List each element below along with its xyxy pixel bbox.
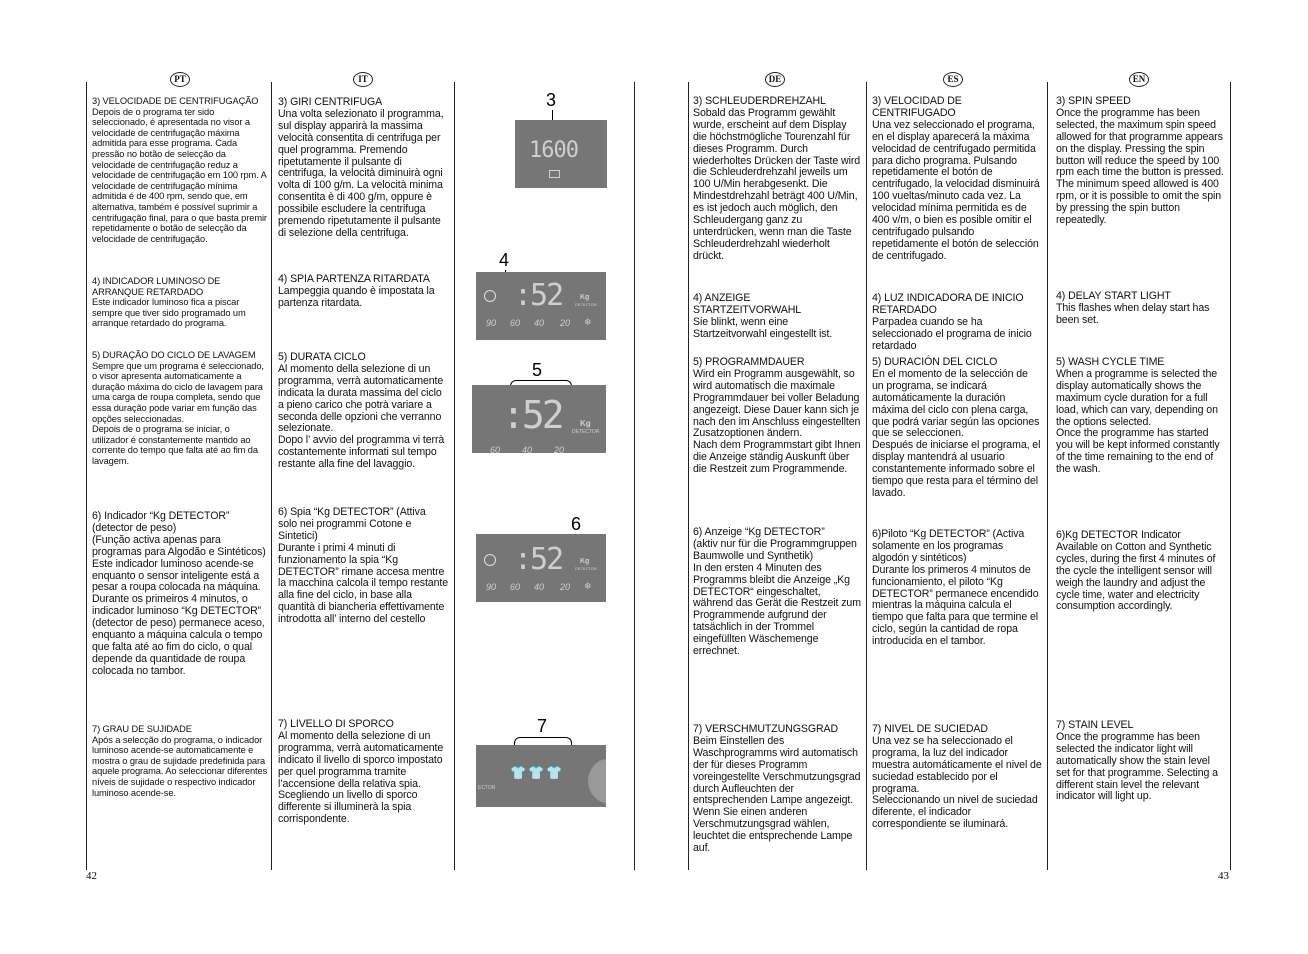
de-heading-3: 3) SCHLEUDERDREHZAHL xyxy=(693,95,826,107)
it-heading-3: 3) GIRI CENTRIFUGA xyxy=(278,96,383,108)
it-section-6 xyxy=(278,507,448,626)
de-heading-6: 6) Anzeige “Kg DETECTOR” xyxy=(693,526,825,538)
de-body-4: Sie blinkt, wenn eine Startzeitvorwahl eingestellt ist. xyxy=(693,315,833,340)
it-heading-4: 4) SPIA PARTENZA RITARDATA xyxy=(278,273,430,285)
rule-de-margin xyxy=(688,82,689,870)
en-heading-6: 6)Kg DETECTOR Indicator xyxy=(1056,529,1181,541)
figure-5-digits: :52 xyxy=(502,393,562,437)
pt-heading-3: 3) VELOCIDADE DE CENTRIFUGAÇÃO xyxy=(92,96,259,106)
snowflake-icon: ❄ xyxy=(584,317,592,327)
rule-left-margin xyxy=(86,82,87,870)
pt-section-7 xyxy=(92,724,268,798)
pt-section-3 xyxy=(92,96,268,244)
it-section-5 xyxy=(278,352,448,471)
de-section-7 xyxy=(693,724,861,855)
de-section-6 xyxy=(693,527,861,658)
figure-6-temp-3: 20 xyxy=(560,582,571,592)
lock-icon xyxy=(549,170,560,178)
en-section-4 xyxy=(1056,291,1224,327)
en-section-3 xyxy=(1056,96,1224,227)
rule-es-en xyxy=(1047,82,1048,870)
figure-6-temp-1: 60 xyxy=(510,582,521,592)
figure-6-digits: :52 xyxy=(514,542,563,577)
de-body-5: Wird ein Programm ausgewählt, so wird automatisch die maximale Programmdauer bei voller Beladung angezeigt. Diese Dauer kann sich je nach den im Anschluss eingestellten Zusatzoptionen ändern. Nach dem Programmstart gibt Ihnen die Anzeige ständig Auskunft über die Restzeit zum Programmende. xyxy=(693,367,861,476)
figure-4-temp-1: 60 xyxy=(510,318,521,328)
en-body-3: Once the programme has been selected, the maximum spin speed allowed for that programme appears on the display. Pressing the spin button will reduce the speed by 100 rpm each time the button is pressed. The minimum speed allowed is 400 rpm, or it is possible to omit the spin by pressing the spin button repeatedly. xyxy=(1056,106,1224,227)
en-body-4: This flashes when delay start has been set. xyxy=(1056,301,1210,326)
figure-5-display xyxy=(472,385,606,453)
pt-body-6: (detector de peso) (Função activa apenas para programas para Algodão e Sintéticos) Este indicador luminoso acende-se enquanto o sensor inteligente está a pesar a roupa colocada na máquina. Durante os primeiros 4 minutos, o indicador luminoso “Kg DETECTOR” (detector de peso) permanece aceso, enquanto a máquina calcula o tempo que falta até ao fim do ciclo, o qual depende da quantidade de roupa colocada no tambor. xyxy=(92,521,266,677)
lang-marker-de: DE xyxy=(765,72,785,87)
figure-5-temp-0: 60 xyxy=(490,445,501,455)
knob xyxy=(588,759,606,803)
de-heading-5: 5) PROGRAMMDAUER xyxy=(693,356,805,368)
it-section-3 xyxy=(278,97,448,240)
es-section-6 xyxy=(872,529,1042,648)
es-body-6: solamente en los programas algodón y sintéticos) Durante los primeros 4 minutos de funcionamiento, el piloto “Kg DETECTOR” permanece encendido mientras la máquina calcula el tiempo que falta para que termine el ciclo, según la cantidad de ropa introducida en el tambor. xyxy=(872,539,1039,648)
en-body-6: Available on Cotton and Synthetic cycles, during the first 4 minutes of the cycle the intelligent sensor will weigh the laundry and adjust the cycle time, water and electricity consumption accordingly. xyxy=(1056,540,1216,613)
figure-5-kg: Kg xyxy=(580,419,591,428)
figure-5-temp-1: 40 xyxy=(522,445,533,455)
de-section-4 xyxy=(693,293,861,341)
lang-marker-it: IT xyxy=(353,72,373,87)
es-heading-3: 3) VELOCIDAD DE CENTRIFUGADO xyxy=(872,95,962,119)
figure-6-temp-0: 90 xyxy=(486,582,497,592)
pt-section-4 xyxy=(92,276,268,329)
en-body-5: When a programme is selected the display automatically shows the maximum cycle duration for a full load, which can vary, depending on the options selected. Once the programme has started you will be kept informed constantly of the time remaining to the end of the wash. xyxy=(1056,367,1220,476)
pt-body-7: Após a selecção do programa, o indicador luminoso acende-se automaticamente e mostra o grau de sujidade predefinida para aquele programa. Ao seleccionar diferentes níveis de sujidade o respectivo indicador luminoso acende-se. xyxy=(92,734,268,798)
de-section-3 xyxy=(693,96,861,263)
de-body-6: (aktiv nur für die Programmgruppen Baumwolle und Synthetik) In den ersten 4 Minuten des Programms bleibt die Anzeige „Kg DETECTOR“ eingeschaltet, während das Gerät die Restzeit zum Programmende aufgrund der tatsächlich in der Trommel eingefüllten Wäschemenge errechnet. xyxy=(693,537,861,658)
es-section-7 xyxy=(872,724,1042,831)
rule-de-es xyxy=(866,82,867,870)
figure-6-kg: Kg xyxy=(580,558,590,565)
en-section-5 xyxy=(1056,357,1224,476)
de-section-5 xyxy=(693,357,861,476)
figure-4-display xyxy=(476,272,606,340)
es-heading-7: 7) NIVEL DE SUCIEDAD xyxy=(872,723,988,735)
rule-right-margin xyxy=(1230,82,1231,870)
rule-fig-de xyxy=(634,82,635,870)
es-section-5 xyxy=(872,357,1042,500)
en-heading-3: 3) SPIN SPEED xyxy=(1056,95,1131,107)
pt-heading-7: 7) GRAU DE SUJIDADE xyxy=(92,724,192,734)
snowflake-icon: ❄ xyxy=(584,581,592,591)
shirt-icon: 👕 xyxy=(510,765,527,780)
en-heading-7: 7) STAIN LEVEL xyxy=(1056,719,1134,731)
es-body-7: Una vez se ha seleccionado el programa, la luz del indicador muestra automáticamente el nivel de suciedad establecido por el programa. Seleccionando un nivel de suciedad diferente, el indicador correspondiente se iluminará. xyxy=(872,734,1042,831)
en-heading-5: 5) WASH CYCLE TIME xyxy=(1056,356,1165,368)
page-number-right: 43 xyxy=(1218,870,1229,882)
figure-4-digits: :52 xyxy=(514,278,563,313)
figure-3-display xyxy=(515,120,607,188)
pt-heading-5: 5) DURAÇÃO DO CICLO DE LAVAGEM xyxy=(92,350,256,360)
es-heading-4: 4) LUZ INDICADORA DE INICIO RETARDADO xyxy=(872,292,1024,316)
rule-pt-it xyxy=(271,82,272,870)
figure-6-display xyxy=(476,534,606,602)
it-section-4 xyxy=(278,274,448,310)
pt-heading-6: 6) Indicador “Kg DETECTOR” xyxy=(92,510,230,522)
it-body-6: solo nei programmi Cotone e Sintetici) Durante i primi 4 minuti di funzionamento la spia “Kg DETECTOR” rimane accesa mentre la macchina calcola il tempo restante alla fine del ciclo, in base alla quantità di biancheria effettivamente introdotta all’ interno del cestello xyxy=(278,517,449,626)
figure-6-detector: DETECTOR xyxy=(575,566,597,571)
it-heading-6: 6) Spia “Kg DETECTOR” (Attiva xyxy=(278,506,426,518)
de-heading-7: 7) VERSCHMUTZUNGSGRAD xyxy=(693,723,839,735)
pt-section-6 xyxy=(92,511,268,678)
lang-marker-en: EN xyxy=(1129,72,1149,87)
es-body-4: Parpadea cuando se ha seleccionado el programa de inicio retardado xyxy=(872,315,1032,352)
pt-body-3: Depois de o programa ter sido seleccionado, é apresentada no visor a velocidade de centrifugação máxima admitida para esse programa. Cada pressão no botão de selecção da velocidade de centrifugação reduz a velocidade de centrifugação em 100 rpm. A velocidade de centrifugação mínima admitida é de 400 rpm, sendo que, em alternativa, também é possível suprimir a centrifugação final, para o que basta premir repetidamente o botão de selecção da velocidade de centrifugação. xyxy=(92,106,267,244)
it-heading-7: 7) LIVELLO DI SPORCO xyxy=(278,718,394,730)
rule-it-fig xyxy=(454,82,455,870)
it-body-7: Al momento della selezione di un programma, verrà automaticamente indicato il livello di sporco impostato per quel programma tramite l’accensione della relativa spia. Scegliendo un livello di sporco differente si illuminerà la spia corrispondente. xyxy=(278,729,444,826)
en-heading-4: 4) DELAY START LIGHT xyxy=(1056,290,1171,302)
shirt-icon: 👕 xyxy=(546,765,563,780)
figure-4-kg: Kg xyxy=(580,294,590,301)
clock-icon xyxy=(484,290,496,302)
es-heading-5: 5) DURACIÓN DEL CICLO xyxy=(872,356,998,368)
de-body-7: Beim Einstellen des Waschprogramms wird automatisch der für dieses Programm voreingestellte Verschmutzungsgrad durch Aufleuchten der entsprechenden Lampe angezeigt. Wenn Sie einen anderen Verschmutzungsgrad wählen, leuchtet die entsprechende Lampe auf. xyxy=(693,734,861,855)
en-section-6 xyxy=(1056,530,1224,613)
lang-marker-pt: PT xyxy=(170,72,190,87)
figure-6-callout: 6 xyxy=(571,514,582,534)
it-heading-5: 5) DURATA CICLO xyxy=(278,351,366,363)
it-body-5: Al momento della selezione di un programma, verrà automaticamente indicata la durata massima del ciclo a pieno carico che potrà variare a seconda delle opzioni che verranno selezionate. Dopo l’ avvio del programma vi terrà costantemente informati sul tempo restante alla fine del lavaggio. xyxy=(278,362,445,471)
figure-7-callout: 7 xyxy=(537,716,548,736)
de-body-3: Sobald das Programm gewählt wurde, erscheint auf dem Display die höchstmögliche Tourenzahl für dieses Programm. Durch wiederholtes Drücken der Taste wird die Schleuderdrehzahl jeweils um 100 U/Min herabgesenkt. Die Mindestdrehzahl beträgt 400 U/Min, es ist jedoch auch möglich, den Schleudergang ganz zu unterdrücken, wenn man die Taste Schleuderdrehzahl wiederholt drückt. xyxy=(693,106,861,262)
figure-7-display xyxy=(476,745,606,807)
page-number-left: 42 xyxy=(86,870,97,882)
pt-body-5: Sempre que um programa é seleccionado, o visor apresenta automaticamente a duração máxima do ciclo de lavagem para uma carga de roupa completa, sendo que essa duração pode variar em função das opções seleccionadas. Depois de o programa se iniciar, o utilizador é constantemente mantido ao corrente do tempo que falta até ao fim da lavagem. xyxy=(92,360,264,466)
es-heading-6: 6)Piloto “Kg DETECTOR” (Activa xyxy=(872,528,1025,540)
figure-3-digits: 1600 xyxy=(529,138,578,163)
figure-6-temp-2: 40 xyxy=(534,582,545,592)
lang-marker-es: ES xyxy=(943,72,963,87)
en-section-7 xyxy=(1056,720,1224,803)
pt-body-4: Este indicador luminoso fica a piscar sempre que tiver sido programado um arranque retardado do programa. xyxy=(92,297,246,329)
pt-heading-4: 4) INDICADOR LUMINOSO DE ARRANQUE RETARDADO xyxy=(92,276,221,297)
figure-4-temp-2: 40 xyxy=(534,318,545,328)
figure-7-detector: ECTOR xyxy=(478,785,496,791)
pt-section-5 xyxy=(92,350,268,467)
es-body-5: En el momento de la selección de un programa, se indicará automáticamente la duración máxima del ciclo con plena carga, que podrá variar según las opciones que se seleccionen. Después de iniciarse el programa, el display mantendrá al usuario constantemente informado sobre el tiempo que resta para el término del lavado. xyxy=(872,367,1041,499)
shirt-icon: 👕 xyxy=(528,765,545,780)
figure-4-temp-3: 20 xyxy=(560,318,571,328)
figure-5-callout: 5 xyxy=(532,360,543,380)
figure-4-temp-0: 90 xyxy=(486,318,497,328)
de-heading-4: 4) ANZEIGE STARTZEITVORWAHL xyxy=(693,292,802,316)
es-section-4 xyxy=(872,293,1042,353)
it-body-4: Lampeggia quando è impostata la partenza ritardata. xyxy=(278,284,435,309)
es-section-3 xyxy=(872,96,1042,263)
figure-4-detector: DETECTOR xyxy=(575,302,597,307)
it-body-3: Una volta selezionato il programma, sul display apparirà la massima velocità consentita di centrifuga per quel programma. Premendo ripetutamente il pulsante di centrifuga, la velocità diminuirà ogni volta di 100 g/m. La velocità minima consentita è di 400 g/m, oppure è possibile escludere la centrifuga premendo ripetutamente il pulsante di selezione della centrifuga. xyxy=(278,107,444,239)
figure-5-detector: DETECTOR xyxy=(572,429,600,435)
it-section-7 xyxy=(278,719,448,826)
figure-4-callout: 4 xyxy=(499,250,510,270)
figure-5-temp-2: 20 xyxy=(554,445,565,455)
en-body-7: Once the programme has been selected the indicator light will automatically show the stain level set for that programme. Selecting a different stain level the relevant indicator will light up. xyxy=(1056,730,1218,803)
es-body-3: Una vez seleccionado el programa, en el display aparecerá la máxima velocidad de centrifugado permitida para dicho programa. Pulsando repetidamente el botón de centrifugado, la velocidad disminuirá 100 vueltas/minuto cada vez. La velocidad mínima permitida es de 400 v/m, o bien es posible omitir el centrifugado pulsando repetidamente el botón de selección de centrifugado. xyxy=(872,118,1040,262)
clock-icon xyxy=(484,554,496,566)
figure-3-callout: 3 xyxy=(546,90,557,110)
